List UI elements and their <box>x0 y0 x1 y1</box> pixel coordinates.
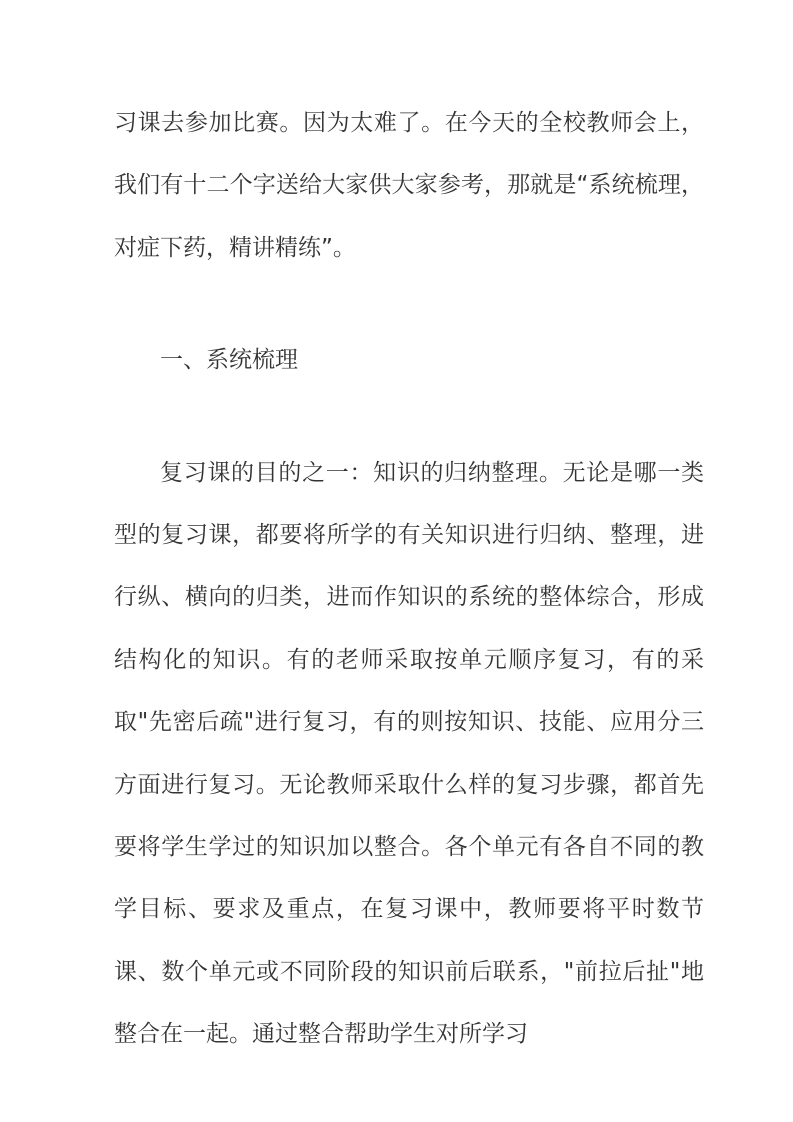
paragraph-body-review-integration: 复习课的目的之一：知识的归纳整理。无论是哪一类型的复习课，都要将所学的有关知识进行归纳、整理，进行纵、横向的归类，进而作知识的系统的整体综合，形成结构化的知识。有的老师采取按单元顺序复习，有的采取"先密后疏"进行复习，有的则按知识、技能、应用分三方面进行复习。无论教师采取什么样的复习步骤，都首先要将学生学过的知识加以整合。各个单元有各自不同的教学目标、要求及重点，在复习课中，教师要将平时数节课、数个单元或不同阶段的知识前后联系，"前拉后扯"地整合在一起。通过整合帮助学生对所学习 <box>114 459 704 1048</box>
section-heading-systematic-combing: 一、系统梳理 <box>160 347 298 374</box>
paragraph-continuation: 习课去参加比赛。因为太难了。在今天的全校教师会上，我们有十二个字送给大家供大家参考，那就是“系统梳理，对症下药，精讲精练”。 <box>114 110 704 261</box>
